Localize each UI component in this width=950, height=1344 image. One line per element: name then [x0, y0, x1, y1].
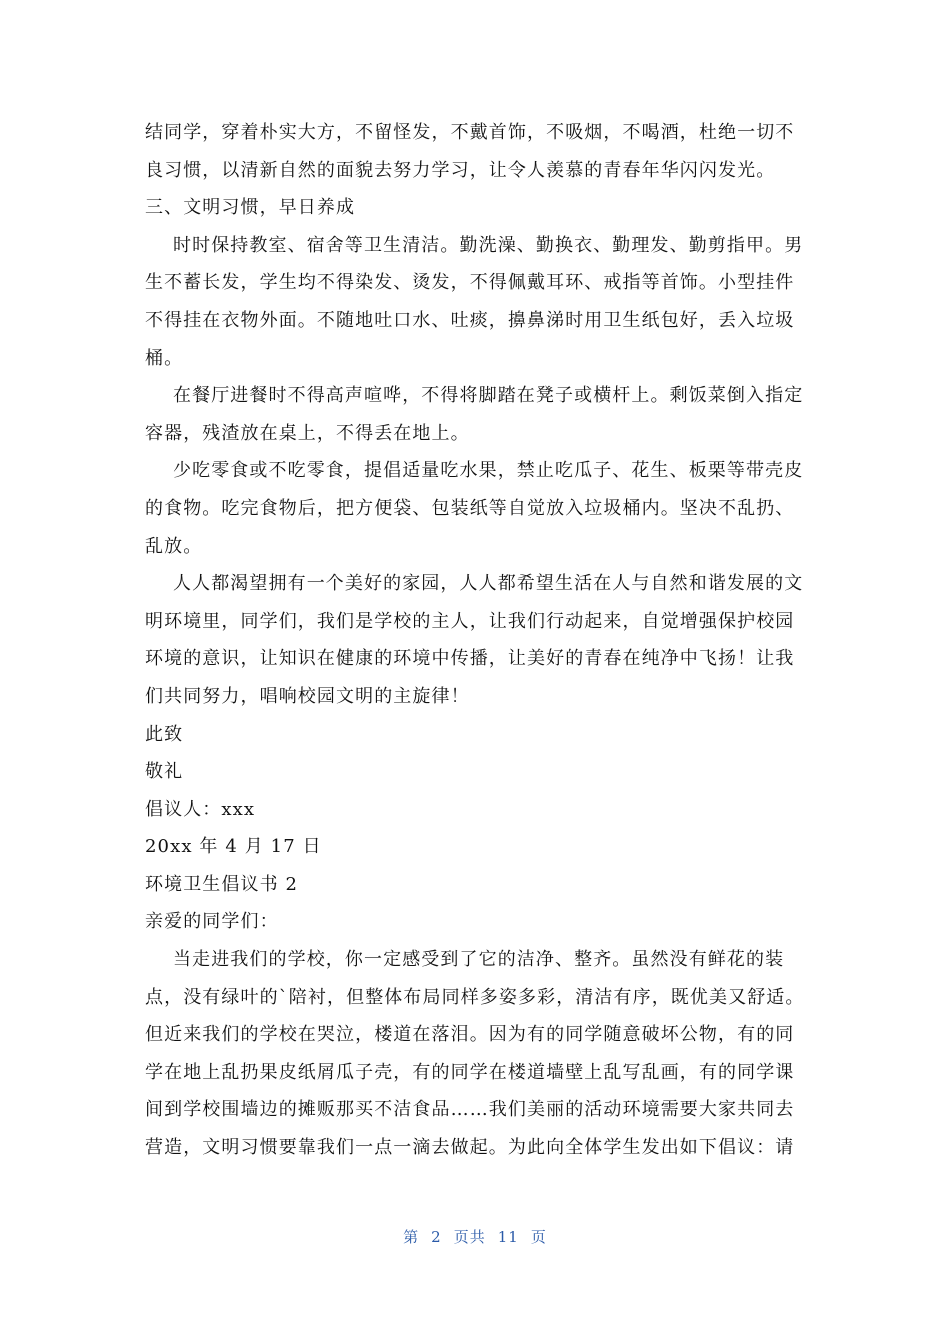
footer-page-number: 2 — [431, 1228, 442, 1246]
paragraph: 人人都渴望拥有一个美好的家园，人人都希望生活在人与自然和谐发展的文明环境里，同学们，我们是学校的主人，让我们行动起来，自觉增强保护校园环境的意识，让知识在健康的环境中传播，让美好的青春在纯净中飞扬！让我们共同努力，唱响校园文明的主旋律！ — [145, 573, 804, 707]
signatory: 倡议人：xxx — [145, 798, 256, 820]
paragraph: 时时保持教室、宿舍等卫生清洁。勤洗澡、勤换衣、勤理发、勤剪指甲。男生不蓄长发，学生均不得染发、烫发，不得佩戴耳环、戒指等首饰。小型挂件不得挂在衣物外面。不随地吐口水、吐痰，擤鼻涕时用卫生纸包好，丢入垃圾桶。 — [145, 234, 804, 369]
footer-suffix: 页 — [530, 1228, 547, 1246]
closing-salutation: 此致 — [145, 723, 184, 745]
paragraph: 少吃零食或不吃零食，提倡适量吃水果，禁止吃瓜子、花生、板栗等带壳皮的食物。吃完食物后，把方便袋、包装纸等自觉放入垃圾桶内。坚决不乱扔、乱放。 — [145, 460, 804, 557]
greeting: 亲爱的同学们： — [145, 911, 279, 933]
date-line: 20xx 年 4 月 17 日 — [145, 836, 322, 858]
page-footer — [0, 1226, 950, 1247]
section-heading: 三、文明习惯，早日养成 — [145, 197, 356, 219]
closing-regards: 敬礼 — [145, 761, 184, 783]
paragraph: 结同学，穿着朴实大方，不留怪发，不戴首饰，不吸烟，不喝酒，杜绝一切不良习惯，以清新自然的面貌去努力学习，让令人羡慕的青春年华闪闪发光。 — [145, 122, 795, 181]
document-title: 环境卫生倡议书 2 — [145, 873, 299, 895]
footer-middle: 页共 — [453, 1228, 486, 1246]
paragraph: 在餐厅进餐时不得高声喧哗，不得将脚踏在凳子或横杆上。剩饭菜倒入指定容器，残渣放在桌上，不得丢在地上。 — [145, 385, 804, 444]
footer-total-pages: 11 — [497, 1228, 519, 1246]
footer-prefix: 第 — [403, 1228, 420, 1246]
paragraph: 当走进我们的学校，你一定感受到了它的洁净、整齐。虽然没有鲜花的装点，没有绿叶的`陪衬，但整体布局同样多姿多彩，清洁有序，既优美又舒适。但近来我们的学校在哭泣，楼道在落泪。因为有的同学随意破坏公物，有的同学在地上乱扔果皮纸屑瓜子壳，有的同学在楼道墙壁上乱写乱画，有的同学课间到学校围墙边的摊贩那买不洁食品……我们美丽的活动环境需要大家共同去营造，文明习惯要靠我们一点一滴去做起。为此向全体学生发出如下倡议：请 — [145, 949, 805, 1159]
document-body — [145, 114, 810, 1167]
